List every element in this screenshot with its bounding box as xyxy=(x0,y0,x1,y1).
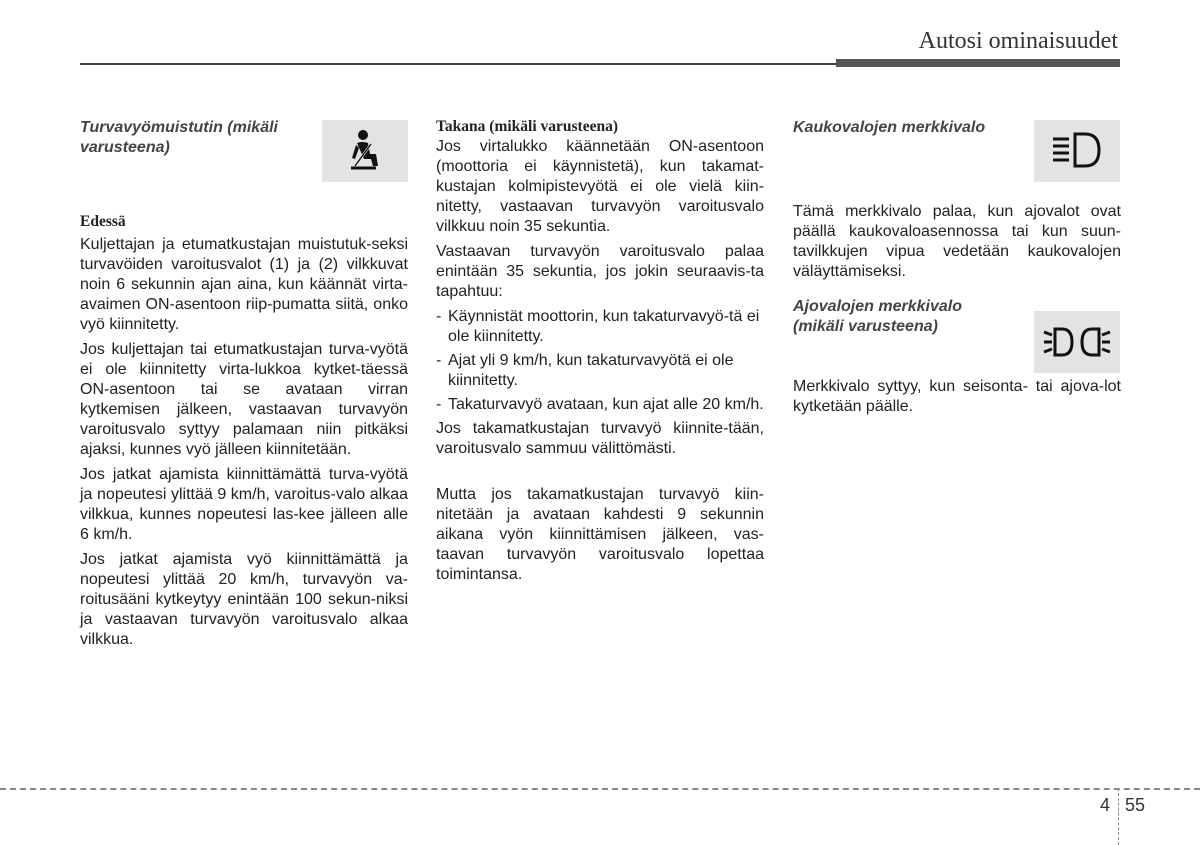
heading-line: varusteena) xyxy=(80,139,170,156)
page-header-title: Autosi ominaisuudet xyxy=(918,28,1118,54)
subheading-front: Edessä xyxy=(80,213,126,230)
high-beam-icon xyxy=(1034,120,1120,182)
heading-line: (mikäli varusteena) xyxy=(793,318,938,335)
section-heading-high-beam: Kaukovalojen merkkivalo xyxy=(793,119,986,136)
footer-rule xyxy=(0,788,1200,790)
paragraph: Tämä merkkivalo palaa, kun ajovalot ovat päällä kaukovaloasennossa tai kun suun-tavilkkujen vipua vedetään kaukovalojen väläyttämiseksi. xyxy=(793,203,1121,280)
page-number: 55 xyxy=(1125,795,1146,815)
position-lights-icon xyxy=(1034,311,1120,373)
header-rule xyxy=(80,63,836,65)
column-seatbelt-front xyxy=(80,114,408,655)
list-item: - Ajat yli 9 km/h, kun takaturvavyötä ei ole kiinnitetty. xyxy=(436,351,764,391)
list-item-text: Takaturvavyö avataan, kun ajat alle 20 km/h. xyxy=(448,396,764,413)
paragraph: Merkkivalo syttyy, kun seisonta- tai ajova-lot kytketään päälle. xyxy=(793,378,1121,415)
heading-line: Ajovalojen merkkivalo xyxy=(793,298,962,315)
section-heading-seatbelt-reminder xyxy=(80,114,320,158)
heading-line: Turvavyömuistutin (mikäli xyxy=(80,119,278,136)
subheading-rear: Takana (mikäli varusteena) xyxy=(436,118,619,135)
header-rule-accent xyxy=(836,59,1120,67)
paragraph: Vastaavan turvavyön varoitusvalo palaa enintään 35 sekuntia, jos jokin seuraavis-ta tapahtuu: xyxy=(436,243,764,300)
paragraph: Jos jatkat ajamista kiinnittämättä turva-vyötä ja nopeutesi ylittää 9 km/h, varoitus-valo alkaa vilkkua, kunnes nopeutesi las-kee jälleen alle 6 km/h. xyxy=(80,466,408,543)
list-item-text: Käynnistät moottorin, kun takaturvavyö-tä ei ole kiinnitetty. xyxy=(448,308,760,345)
paragraph: Jos virtalukko käännetään ON-asentoon (moottoria ei käynnistetä), kun takamat-kustajan kolmipistevyötä ei ole vielä kiin-nitetty, vastaavan turvavyön varoitusvalo vilkkuu noin 35 sekuntia. xyxy=(436,138,764,235)
paragraph: Jos kuljettajan tai etumatkustajan turva-vyötä ei ole kiinnitetty virta-lukkoa kytket-täessä ON-asentoon tai se avataan virran kytkemisen jälkeen, vastaavan turvavyön varoitusvalo syttyy palamaan niin pitkäksi ajaksi, kunnes vyö jälleen kiinnitetään. xyxy=(80,341,408,458)
paragraph: Kuljettajan ja etumatkustajan muistutuk-seksi turvavöiden varoitusvalot (1) ja (2) vilkkuvat noin 6 sekunnin ajan aina, kun käännät virta-avaimen ON-asentoon riip-pumatta siitä, onko vyö kiinnitetty. xyxy=(80,236,408,333)
paragraph: Jos jatkat ajamista vyö kiinnittämättä ja nopeutesi ylittää 20 km/h, turvavyön va-roitusääni kytkeytyy enintään 100 sekun-niksi ja vastaavan turvavyön varoitusvalo alkaa vilkkua. xyxy=(80,551,408,648)
list-item: - Käynnistät moottorin, kun takaturvavyö-tä ei ole kiinnitetty. xyxy=(436,307,764,347)
paragraph: Mutta jos takamatkustajan turvavyö kiin-nitetään ja avataan kahdesti 9 sekunnin aikana vyön kiinnittämisen jälkeen, vas-taavan turvavyön varoitusvalo lopettaa toimintansa. xyxy=(436,486,764,583)
chapter-number: 4 xyxy=(1099,795,1110,815)
column-seatbelt-rear xyxy=(436,117,764,590)
list-item-text: Ajat yli 9 km/h, kun takaturvavyötä ei ole kiinnitetty. xyxy=(448,352,734,389)
seatbelt-warning-icon xyxy=(322,120,408,182)
list-item: - Takaturvavyö avataan, kun ajat alle 20 km/h. xyxy=(436,396,764,413)
paragraph: Jos takamatkustajan turvavyö kiinnite-tään, varoitusvalo sammuu välittömästi. xyxy=(436,420,764,457)
page-number-divider xyxy=(1118,788,1119,845)
